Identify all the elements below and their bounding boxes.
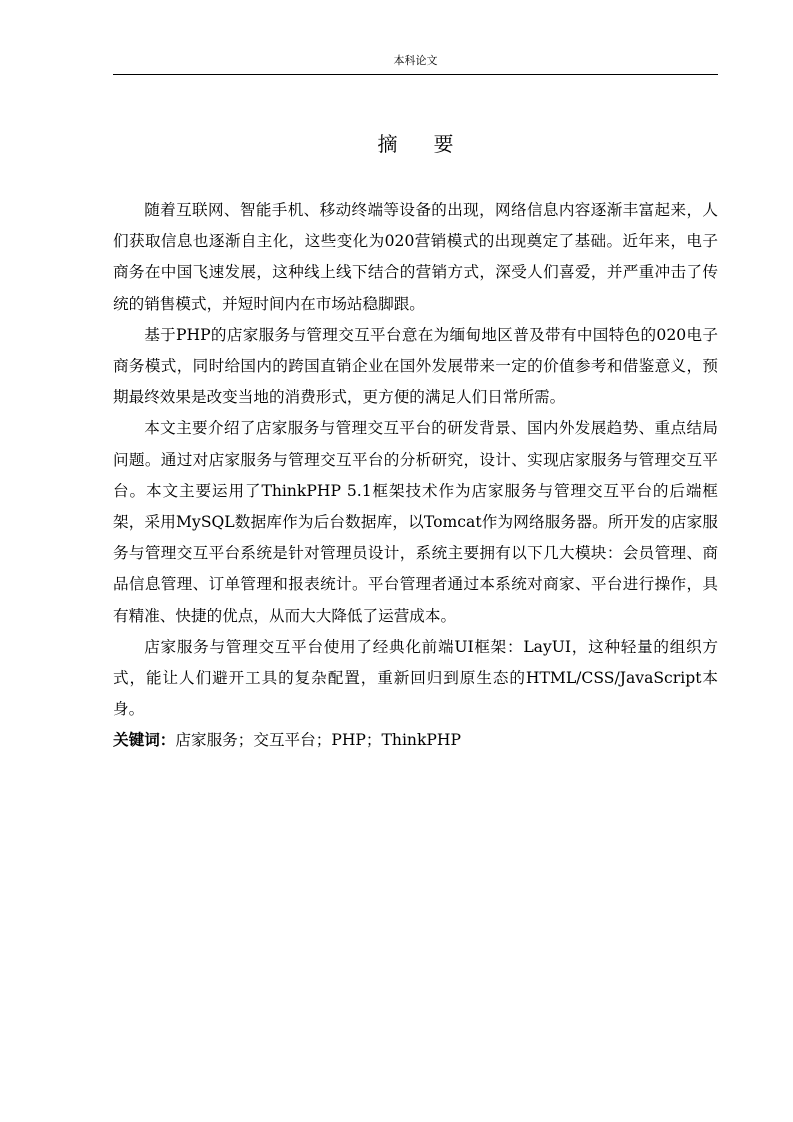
keywords-line bbox=[113, 725, 718, 756]
keywords-label: 关键词： bbox=[113, 731, 176, 750]
abstract-title: 摘要 bbox=[377, 132, 490, 156]
keywords-value: 店家服务；交互平台；PHP；ThinkPHP bbox=[175, 731, 462, 750]
abstract-paragraph-4: 店家服务与管理交互平台使用了经典化前端UI框架：LayUI，这种轻量的组织方式，能让人们避开工具的复杂配置，重新回归到原生态的HTML/CSS/JavaScript本身。 bbox=[113, 637, 718, 719]
abstract-paragraph-3: 本文主要介绍了店家服务与管理交互平台的研发背景、国内外发展趋势、重点结局问题。通过对店家服务与管理交互平台的分析研究，设计、实现店家服务与管理交互平台。本文主要运用了ThinkPHP 5.1框架技术作为店家服务与管理交互平台的后端框架，采用MySQL数据库作为后台数据库，以Tomcat作为网络服务器。所开发的店家服务与管理交互平台系统是针对管理员设计，系统主要拥有以下几大模块：会员管理、商品信息管理、订单管理和报表统计。平台管理者通过本系统对商家、平台进行操作，具有精准、快捷的优点，从而大大降低了运营成本。 bbox=[113, 419, 718, 625]
abstract-paragraph-2: 基于PHP的店家服务与管理交互平台意在为缅甸地区普及带有中国特色的020电子商务模式，同时给国内的跨国直销企业在国外发展带来一定的价值参考和借鉴意义，预期最终效果是改变当地的消费形式，更方便的满足人们日常所需。 bbox=[113, 325, 718, 407]
abstract-paragraph-1: 随着互联网、智能手机、移动终端等设备的出现，网络信息内容逐渐丰富起来，人们获取信息也逐渐自主化，这些变化为020营销模式的出现奠定了基础。近年来，电子商务在中国飞速发展，这种线上线下结合的营销方式，深受人们喜爱，并严重冲击了传统的销售模式，并短时间内在市场站稳脚跟。 bbox=[113, 201, 718, 313]
abstract-body bbox=[113, 195, 718, 757]
header-text: 本科论文 bbox=[393, 54, 438, 67]
page-header bbox=[113, 50, 718, 75]
